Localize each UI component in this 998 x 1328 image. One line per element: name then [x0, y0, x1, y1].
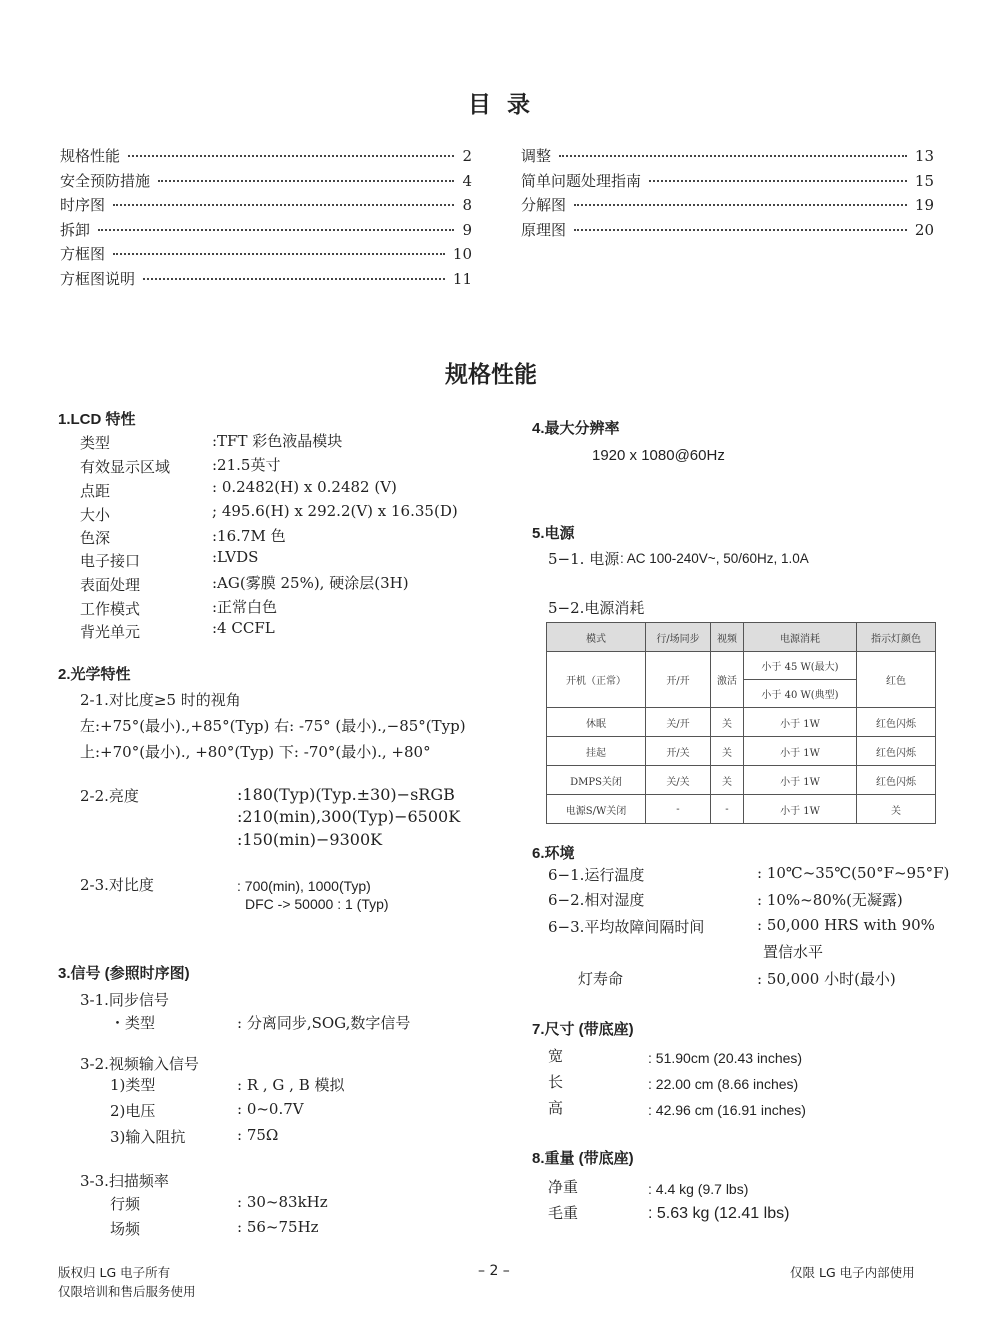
- table-cell: 关: [711, 708, 744, 737]
- lcd-spec-label: 电子接口: [80, 552, 141, 570]
- brightness-srgb: :180(Typ)(Typ.±30)−sRGB: [237, 785, 455, 804]
- lcd-spec-label: 工作模式: [80, 600, 141, 618]
- mtbf-continuation: 置信水平: [763, 943, 824, 961]
- toc-entry-page: 9: [462, 220, 472, 239]
- toc-entry[interactable]: [60, 145, 472, 166]
- contrast-value: : 700(min), 1000(Typ): [237, 878, 371, 894]
- video-spec-label: 3)输入阻抗: [110, 1128, 186, 1146]
- signal-heading: 3.信号 (参照时序图): [58, 965, 190, 982]
- toc-entry-page: 13: [914, 147, 934, 165]
- table-cell: 关: [857, 795, 936, 824]
- footer-internal-use: 仅限 LG 电子内部使用: [790, 1265, 915, 1280]
- size-spec-value: : 42.96 cm (16.91 inches): [648, 1102, 806, 1118]
- lcd-spec-value: :AG(雾膜 25%), 硬涂层(3H): [212, 574, 409, 592]
- video-subheading: 3-2.视频输入信号: [80, 1055, 199, 1073]
- toc-entry[interactable]: [521, 145, 934, 166]
- toc-entry-page: 20: [914, 220, 934, 239]
- net-weight-value: : 4.4 kg (9.7 lbs): [648, 1181, 749, 1197]
- toc-leader: [113, 204, 454, 206]
- table-cell: 关: [711, 766, 744, 795]
- toc-entry[interactable]: [60, 219, 472, 240]
- toc-leader: [574, 204, 907, 206]
- scan-subheading: 3-3.扫描频率: [80, 1172, 169, 1190]
- toc-entry-page: 15: [914, 171, 934, 190]
- power-consumption-subheading: 5−2.电源消耗: [548, 599, 645, 617]
- sync-type-value: : 分离同步,SOG,数字信号: [237, 1014, 411, 1032]
- lcd-spec-value: :4 CCFL: [212, 619, 275, 637]
- footer-training-note: 仅限培训和售后服务使用: [58, 1284, 196, 1299]
- toc-entry-label: 原理图: [521, 220, 567, 239]
- scan-spec-label: 行频: [110, 1195, 141, 1213]
- lcd-spec-label: 色深: [80, 529, 111, 547]
- optical-heading: 2.光学特性: [58, 666, 131, 683]
- table-cell: 小于 1W: [744, 708, 857, 737]
- toc-entry-label: 规格性能: [60, 147, 121, 165]
- video-spec-value: : 75Ω: [237, 1126, 279, 1144]
- toc-title: 目 录: [468, 91, 535, 118]
- table-row: [547, 708, 936, 737]
- table-header: 指示灯颜色: [857, 623, 936, 652]
- scan-spec-label: 场频: [110, 1220, 141, 1238]
- net-weight-label: 净重: [548, 1178, 579, 1196]
- toc-entry-page: 11: [452, 269, 472, 288]
- table-cell: 小于 1W: [744, 737, 857, 766]
- lcd-spec-label: 点距: [80, 482, 111, 500]
- lcd-heading: 1.LCD 特性: [58, 411, 136, 428]
- environment-spec-value: : 50,000 HRS with 90%: [757, 916, 935, 934]
- toc-entry-page: 8: [462, 196, 472, 214]
- table-cell: 红色闪烁: [857, 766, 936, 795]
- table-row: [547, 652, 936, 680]
- toc-entry-label: 方框图: [60, 245, 106, 263]
- video-spec-value: : R , G , B 模拟: [237, 1076, 345, 1094]
- resolution-heading: 4.最大分辨率: [532, 420, 620, 437]
- table-cell: -: [646, 795, 711, 824]
- toc-entry[interactable]: [521, 194, 934, 215]
- toc-entry[interactable]: [521, 170, 934, 191]
- table-cell: 红色闪烁: [857, 708, 936, 737]
- lcd-spec-label: 类型: [80, 434, 111, 452]
- table-cell: DMPS关闭: [547, 766, 646, 795]
- lcd-spec-value: :21.5英寸: [212, 456, 281, 474]
- table-row: [547, 795, 936, 824]
- table-header: 行/场同步: [646, 623, 711, 652]
- size-spec-label: 高: [548, 1099, 564, 1117]
- page-number: – 2 –: [478, 1263, 510, 1279]
- lcd-spec-value: :LVDS: [212, 548, 259, 566]
- scan-spec-value: : 56~75Hz: [237, 1218, 319, 1236]
- lcd-spec-value: ; 495.6(H) x 292.2(V) x 16.35(D): [212, 502, 458, 520]
- power-supply-label: 5−1. 电源: [548, 550, 620, 568]
- toc-leader: [98, 229, 454, 231]
- table-cell: 小于 45 W(最大): [744, 652, 857, 680]
- lcd-spec-value: :正常白色: [212, 598, 278, 616]
- table-cell: 关: [711, 737, 744, 766]
- toc-leader: [574, 229, 907, 231]
- size-spec-label: 宽: [548, 1047, 564, 1065]
- toc-entry-page: 10: [452, 245, 472, 263]
- table-cell: 小于 40 W(典型): [744, 680, 857, 708]
- toc-leader: [143, 278, 445, 280]
- video-spec-label: 1)类型: [110, 1076, 156, 1094]
- table-cell: 红色闪烁: [857, 737, 936, 766]
- lcd-spec-value: :TFT 彩色液晶模块: [212, 432, 343, 450]
- table-cell: 挂起: [547, 737, 646, 766]
- power-supply-value: : AC 100-240V~, 50/60Hz, 1.0A: [620, 551, 809, 566]
- toc-entry[interactable]: [521, 219, 934, 240]
- footer-copyright: 版权归 LG 电子所有: [58, 1265, 171, 1280]
- table-cell: 激活: [711, 652, 744, 708]
- brightness-9300k: :150(min)−9300K: [237, 830, 383, 849]
- toc-leader: [559, 155, 907, 157]
- environment-spec-label: 6−1.运行温度: [548, 866, 645, 884]
- viewing-angle-vertical: 上:+70°(最小)., +80°(Typ) 下: -70°(最小)., +80°: [80, 743, 431, 761]
- brightness-label: 2-2.亮度: [80, 787, 139, 805]
- size-spec-value: : 22.00 cm (8.66 inches): [648, 1076, 799, 1092]
- resolution-value: 1920 x 1080@60Hz: [592, 447, 725, 464]
- toc-entry-page: 4: [462, 171, 472, 190]
- table-header: 模式: [547, 623, 646, 652]
- viewing-angle-subheading: 2-1.对比度≥5 时的视角: [80, 691, 241, 709]
- environment-spec-label: 6−2.相对湿度: [548, 891, 645, 909]
- video-spec-label: 2)电压: [110, 1102, 156, 1120]
- environment-spec-value: : 10℃~35℃(50°F~95°F): [757, 864, 950, 882]
- lcd-spec-label: 大小: [80, 506, 111, 524]
- viewing-angle-horizontal: 左:+75°(最小).,+85°(Typ) 右: -75° (最小).,−85°(Typ): [80, 717, 466, 735]
- toc-entry-page: 19: [914, 196, 934, 214]
- toc-entry-label: 拆卸: [60, 220, 91, 239]
- table-cell: 小于 1W: [744, 766, 857, 795]
- table-cell: 关/关: [646, 766, 711, 795]
- toc-entry-label: 调整: [521, 147, 552, 165]
- gross-weight-value: : 5.63 kg (12.41 lbs): [648, 1205, 790, 1222]
- power-consumption-table: [546, 622, 936, 824]
- size-spec-label: 长: [548, 1073, 564, 1091]
- toc-leader: [649, 180, 907, 182]
- toc-leader: [158, 180, 454, 182]
- toc-entry-label: 安全预防措施: [60, 171, 151, 190]
- table-cell: -: [711, 795, 744, 824]
- table-cell: 开/关: [646, 737, 711, 766]
- toc-leader: [128, 155, 454, 157]
- gross-weight-label: 毛重: [548, 1204, 579, 1222]
- table-header: 电源消耗: [744, 623, 857, 652]
- lcd-spec-label: 背光单元: [80, 623, 141, 641]
- table-header: 视频: [711, 623, 744, 652]
- table-cell: 红色: [857, 652, 936, 708]
- toc-entry-label: 时序图: [60, 196, 106, 214]
- environment-heading: 6.环境: [532, 845, 575, 862]
- lcd-spec-value: :16.7M 色: [212, 527, 286, 545]
- size-heading: 7.尺寸 (带底座): [532, 1021, 634, 1038]
- toc-entry-label: 方框图说明: [60, 269, 136, 288]
- toc-entry[interactable]: [60, 194, 472, 215]
- video-spec-value: : 0~0.7V: [237, 1100, 304, 1118]
- table-cell: 关/开: [646, 708, 711, 737]
- table-cell: 开/开: [646, 652, 711, 708]
- power-heading: 5.电源: [532, 525, 575, 542]
- sync-subheading: 3-1.同步信号: [80, 991, 169, 1009]
- lcd-spec-label: 有效显示区域: [80, 458, 171, 476]
- table-row: [547, 766, 936, 795]
- toc-entry-label: 简单问题处理指南: [521, 171, 642, 190]
- weight-heading: 8.重量 (带底座): [532, 1150, 634, 1167]
- contrast-label: 2-3.对比度: [80, 876, 154, 894]
- toc-entry[interactable]: [60, 243, 472, 264]
- table-cell: 开机（正常）: [547, 652, 646, 708]
- size-spec-value: : 51.90cm (20.43 inches): [648, 1050, 803, 1066]
- lcd-spec-value: : 0.2482(H) x 0.2482 (V): [212, 478, 397, 496]
- lamp-life-value: : 50,000 小时(最小): [757, 970, 896, 988]
- table-cell: 休眠: [547, 708, 646, 737]
- lamp-life-label: 灯寿命: [578, 970, 624, 988]
- lcd-spec-label: 表面处理: [80, 576, 141, 594]
- table-cell: 电源S/W关闭: [547, 795, 646, 824]
- section-title: 规格性能: [445, 361, 537, 388]
- table-row: [547, 737, 936, 766]
- toc-entry-label: 分解图: [521, 196, 567, 214]
- sync-type-label: ・类型: [110, 1014, 156, 1032]
- table-header-row: [547, 623, 936, 652]
- environment-spec-value: : 10%~80%(无凝露): [757, 891, 903, 909]
- brightness-6500k: :210(min),300(Typ)−6500K: [237, 807, 461, 826]
- scan-spec-value: : 30~83kHz: [237, 1193, 328, 1211]
- toc-entry[interactable]: [60, 268, 472, 289]
- contrast-dfc: DFC -> 50000 : 1 (Typ): [245, 896, 389, 912]
- toc-entry[interactable]: [60, 170, 472, 191]
- toc-leader: [113, 253, 445, 255]
- table-cell: 小于 1W: [744, 795, 857, 824]
- toc-entry-page: 2: [462, 147, 472, 165]
- environment-spec-label: 6−3.平均故障间隔时间: [548, 918, 705, 936]
